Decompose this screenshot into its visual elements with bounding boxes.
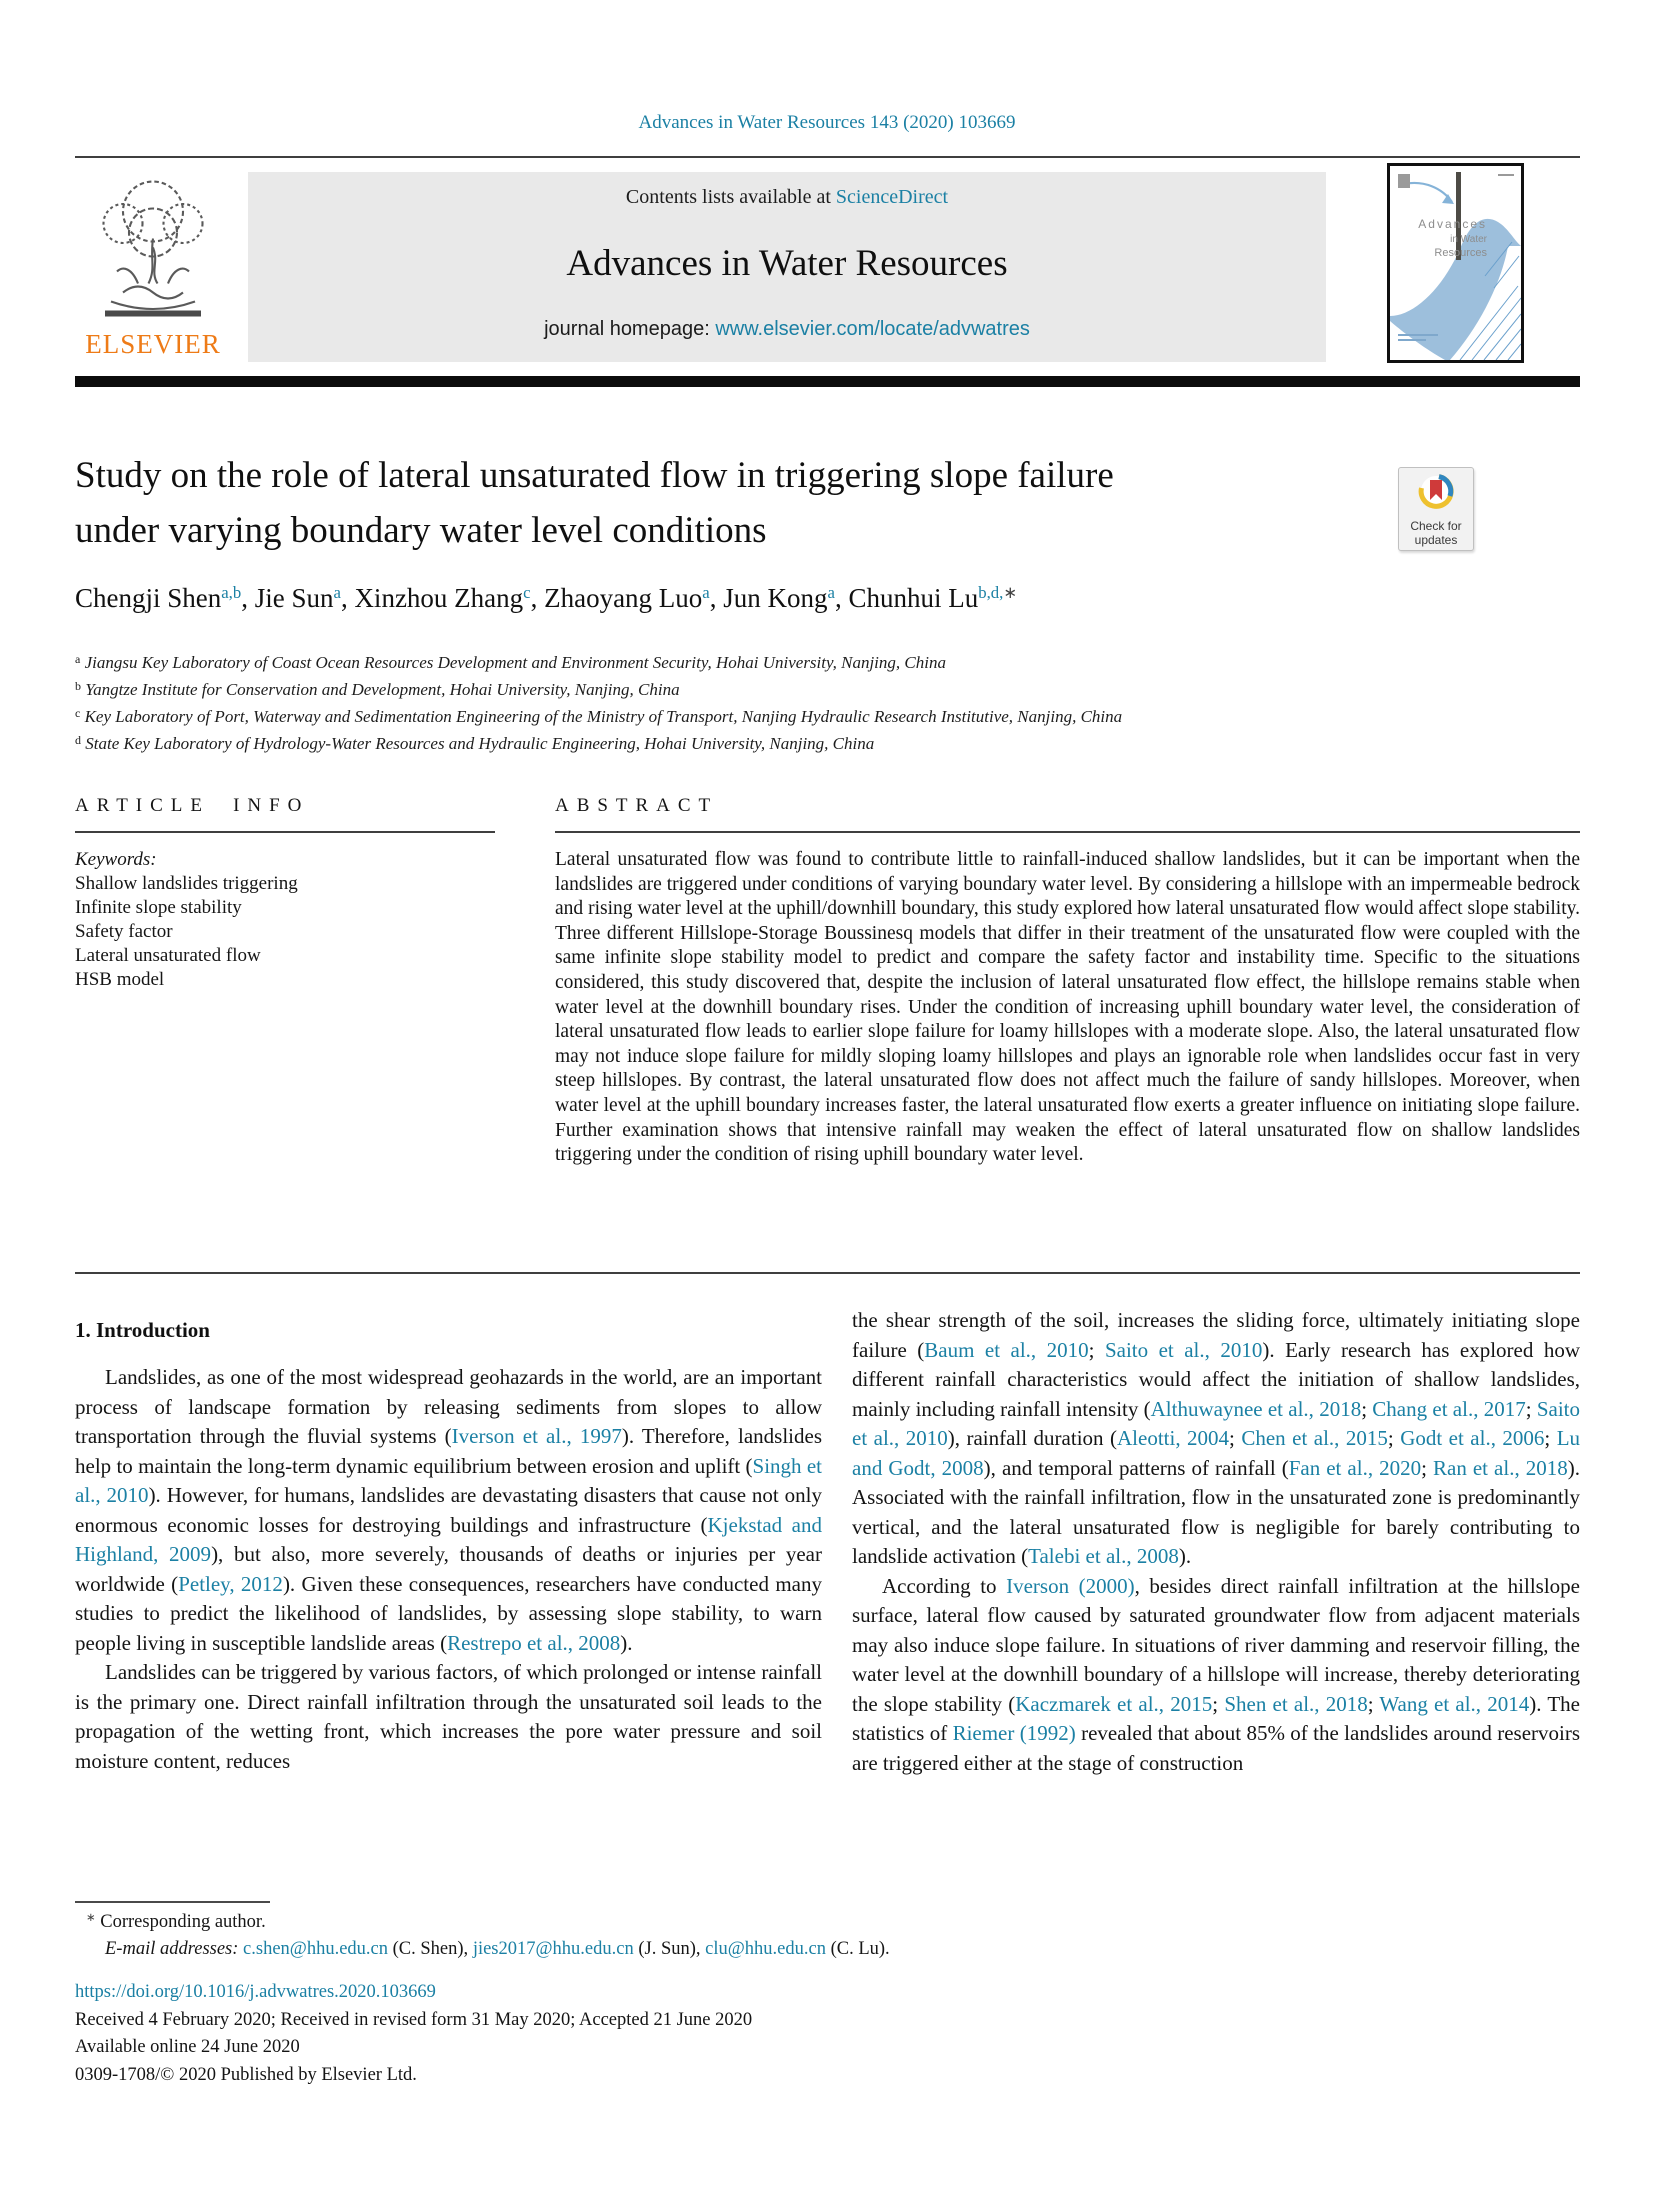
article-info-section xyxy=(75,795,495,992)
inline-link[interactable]: Wang et al., 2014 xyxy=(1379,1691,1530,1716)
text-run: revealed that about 85% of the landslides around reservoirs are triggered either at the stage of construction xyxy=(852,1721,1581,1775)
introduction-heading: 1. Introduction xyxy=(75,1318,210,1342)
inline-link[interactable]: Singh et al., 2010 xyxy=(75,1453,823,1507)
text-run: Chengji Shen xyxy=(75,583,222,613)
text-run: ), but also, more severely, thousands of deaths or injuries per year worldwide ( xyxy=(75,1542,822,1596)
text-run: a xyxy=(827,582,835,602)
affiliation-a xyxy=(75,650,1525,677)
abstract-text: Lateral unsaturated flow was found to contribute little to rainfall-induced shallow landslides, but it can be important when the landslides are triggered under conditions of varying boundary water level. By considering a hillslope with an impermeable bedrock and rising water level at the uphill/downhill boundary, this study explored how lateral unsaturated flow would affect slope stability. Three different Hillslope-Storage Boussinesq models that differ in their treatment of the unsaturated flow were coupled with the same infinite slope stability model to predict and compare the safety factor and instability time. Specific to the situations considered, this study discovered that, despite the inclusion of lateral unsaturated flow effect, the hillslope remains stable when water level at the downhill boundary rises. Under the condition of increasing uphill boundary water level, the consideration of lateral unsaturated flow leads to earlier slope failure for loamy hillslopes with a moderate slope. Also, the lateral unsaturated flow may not induce slope failure for mildly sloping loamy hillslopes and plays an ignorable role when landslides occur fast in very steep hillslopes. By contrast, the lateral unsaturated flow does not affect much the failure of sandy hillslopes. Moreover, when water level at the uphill boundary increases faster, the lateral unsaturated flow exerts a greater influence on initiating slope failure. Further examination shows that intensive rainfall may weaken the effect of lateral unsaturated flow on shallow landslides triggering under the condition of rising uphill boundary water level. xyxy=(555,849,1580,1166)
text-run: ; xyxy=(1367,1691,1380,1716)
intro-paragraph-3 xyxy=(852,1306,1580,1572)
cover-title-3: Resources xyxy=(1434,247,1487,259)
inline-link[interactable]: Althuwaynee et al., 2018 xyxy=(1150,1396,1362,1421)
affiliation-sup: c xyxy=(75,705,81,720)
body-column-left xyxy=(75,1363,822,1776)
check-badge-label-2: updates xyxy=(1414,533,1458,547)
doi-link[interactable]: https://doi.org/10.1016/j.advwatres.2020.103669 xyxy=(75,1982,436,2002)
text-run: ). Associated with the rainfall infiltration, flow in the unsaturated zone is predominantly vertical, and the lateral unsaturated flow is negligible for barely contributing to landslide activation ( xyxy=(852,1455,1581,1568)
author-list xyxy=(75,583,1475,614)
text-run: ; xyxy=(1387,1426,1401,1450)
affiliation-sup: a xyxy=(75,651,81,666)
text-run: ). However, for humans, landslides are devastating disasters that cause not only enormous economic losses for destroying buildings and infrastructure ( xyxy=(75,1483,823,1537)
inline-link[interactable]: Saito et al., 2010 xyxy=(852,1396,1580,1450)
keyword-item: HSB model xyxy=(75,969,165,990)
sciencedirect-link[interactable]: ScienceDirect xyxy=(835,186,949,208)
text-run: ∗ xyxy=(1003,582,1018,602)
elsevier-logo xyxy=(78,172,228,362)
text-run: ; xyxy=(1544,1426,1557,1450)
affiliation-text: State Key Laboratory of Hydrology-Water Resources and Hydraulic Engineering, Hohai University, Nanjing, China xyxy=(85,734,875,753)
inline-link[interactable]: Petley, 2012 xyxy=(178,1571,283,1596)
body-column-right xyxy=(852,1306,1580,1778)
keywords-label: Keywords: xyxy=(75,849,157,870)
publication-info-block xyxy=(75,1979,752,2089)
received-dates: Received 4 February 2020; Received in revised form 31 May 2020; Accepted 21 June 2020 xyxy=(75,2009,753,2030)
homepage-line xyxy=(248,318,1326,341)
affiliation-text: Yangtze Institute for Conservation and Development, Hohai University, Nanjing, China xyxy=(85,680,680,699)
contents-line xyxy=(248,186,1326,209)
intro-paragraph-4 xyxy=(852,1572,1580,1779)
journal-citation-link[interactable]: Advances in Water Resources 143 (2020) 103669 xyxy=(638,112,1016,133)
text-run: ), rainfall duration ( xyxy=(947,1426,1117,1450)
inline-link[interactable]: Restrepo et al., 2008 xyxy=(447,1630,621,1655)
text-run: c xyxy=(523,582,531,602)
text-run: (C. Lu). xyxy=(825,1939,890,1959)
affiliation-d xyxy=(75,731,1525,758)
affiliation-b xyxy=(75,677,1525,704)
inline-link[interactable]: Kaczmarek et al., 2015 xyxy=(1015,1691,1213,1716)
article-title xyxy=(75,448,1375,558)
inline-link[interactable]: Iverson et al., 1997 xyxy=(451,1424,622,1448)
text-run: According to xyxy=(882,1573,1007,1598)
affiliation-sup: b xyxy=(75,678,81,693)
inline-link[interactable]: Fan et al., 2020 xyxy=(1288,1455,1422,1480)
inline-link[interactable]: Godt et al., 2006 xyxy=(1400,1426,1545,1450)
text-run: ). xyxy=(1178,1544,1192,1568)
inline-link[interactable]: Kjekstad and Highland, 2009 xyxy=(75,1512,822,1566)
text-run: , Jun Kong xyxy=(709,583,828,613)
check-for-updates-badge[interactable] xyxy=(1398,467,1474,551)
elsevier-wordmark: ELSEVIER xyxy=(85,329,221,359)
text-run: ; xyxy=(1421,1455,1433,1480)
text-run: a xyxy=(333,582,341,602)
text-run: ∗ xyxy=(86,1911,96,1924)
text-run: ). xyxy=(620,1630,633,1655)
keyword-item: Lateral unsaturated flow xyxy=(75,945,261,966)
keyword-item: Shallow landslides triggering xyxy=(75,873,298,894)
corresponding-author-note xyxy=(86,1912,266,1933)
inline-link[interactable]: Chen et al., 2015 xyxy=(1241,1426,1388,1450)
text-run: ). Early research has explored how different rainfall characteristics would affect the initiation of shallow landslides, mainly including rainfall intensity ( xyxy=(852,1337,1580,1421)
header-top-rule xyxy=(75,156,1580,158)
elsevier-tree-icon xyxy=(78,172,228,332)
text-run: ; xyxy=(1229,1426,1242,1450)
intro-paragraph-1 xyxy=(75,1363,822,1658)
text-run: ), and temporal patterns of rainfall ( xyxy=(983,1455,1289,1480)
inline-link[interactable]: Baum et al., 2010 xyxy=(924,1337,1089,1362)
available-online: Available online 24 June 2020 xyxy=(75,2037,300,2057)
text-run: ). Given these consequences, researchers have conducted many studies to predict the likelihood of landslides, by assessing slope stability, to warn people living in susceptible landslide areas ( xyxy=(75,1571,822,1655)
text-run: Corresponding author. xyxy=(95,1912,266,1932)
check-badge-label-1: Check for xyxy=(1410,519,1462,533)
section-divider-rule xyxy=(75,1272,1580,1274)
article-info-heading: ARTICLE INFO xyxy=(75,795,310,816)
affiliation-sup: d xyxy=(75,732,81,747)
article-title-line2: under varying boundary water level conditions xyxy=(75,510,767,551)
text-run: b,d, xyxy=(978,582,1004,602)
text-run: , besides direct rainfall infiltration at the hillslope surface, lateral flow caused by saturated groundwater flow from adjacent materials may also induce slope failure. In situations of river damming and reservoir filling, the water level at the downhill boundary of a hillslope will increase, thereby deteriorating the slope stability ( xyxy=(852,1573,1580,1716)
cover-title-1: Advances xyxy=(1418,217,1487,231)
text-run: (J. Sun), xyxy=(633,1939,706,1959)
affiliation-text: Jiangsu Key Laboratory of Coast Ocean Resources Development and Environment Security, Hohai University, Nanjing, China xyxy=(84,653,946,672)
cover-art xyxy=(1390,166,1521,360)
text-run: ; xyxy=(1088,1337,1105,1362)
journal-cover-thumbnail[interactable] xyxy=(1387,163,1524,363)
inline-link[interactable]: Saito et al., 2010 xyxy=(1104,1337,1263,1362)
text-run: ; xyxy=(1212,1691,1225,1716)
text-run: ). Therefore, landslides help to maintain the long-term dynamic equilibrium between erosion and uplift ( xyxy=(75,1424,822,1478)
inline-link[interactable]: Aleotti, 2004 xyxy=(1117,1426,1230,1450)
text-run: a xyxy=(702,582,710,602)
text-run: (C. Shen), xyxy=(388,1939,473,1959)
journal-banner xyxy=(248,172,1326,362)
inline-link[interactable]: c.shen@hhu.edu.cn xyxy=(243,1939,389,1959)
inline-link[interactable]: Shen et al., 2018 xyxy=(1224,1691,1368,1716)
affiliations xyxy=(75,650,1525,758)
text-run: E-mail addresses: xyxy=(105,1939,244,1959)
inline-link[interactable]: clu@hhu.edu.cn xyxy=(705,1939,826,1959)
abstract-heading: ABSTRACT xyxy=(555,795,719,816)
homepage-prefix: journal homepage: xyxy=(544,318,716,340)
abstract-rule xyxy=(555,831,1580,833)
text-run: ). The statistics of xyxy=(852,1691,1580,1745)
inline-link[interactable]: Ran et al., 2018 xyxy=(1433,1455,1568,1480)
inline-link[interactable]: Riemer (1992) xyxy=(952,1721,1076,1745)
cover-title-2: in Water xyxy=(1450,234,1487,245)
inline-link[interactable]: Chang et al., 2017 xyxy=(1372,1396,1526,1421)
text-run: , Jie Sun xyxy=(241,583,334,613)
text-run: , Chunhui Lu xyxy=(834,583,979,613)
inline-link[interactable]: Talebi et al., 2008 xyxy=(1028,1544,1179,1568)
text-run: ; xyxy=(1361,1396,1373,1421)
header-divider-bar xyxy=(75,376,1580,387)
affiliation-c xyxy=(75,704,1525,731)
inline-link[interactable]: Iverson (2000) xyxy=(1006,1573,1135,1598)
text-run: Landslides, as one of the most widespread geohazards in the world, are an important process of landscape formation by releasing sediments from slopes to allow transportation through the fluvial systems ( xyxy=(75,1365,822,1448)
text-run: ; xyxy=(1525,1396,1537,1421)
affiliation-text: Key Laboratory of Port, Waterway and Sedimentation Engineering of the Ministry of Transport, Nanjing Hydraulic Research Institutive, Nanjing, China xyxy=(84,707,1123,726)
keyword-item: Safety factor xyxy=(75,921,173,942)
article-title-line1: Study on the role of lateral unsaturated flow in triggering slope failure xyxy=(75,455,1114,496)
text-run: a,b xyxy=(221,582,242,602)
homepage-url-link[interactable]: www.elsevier.com/locate/advwatres xyxy=(715,318,1030,340)
text-run: the shear strength of the soil, increases the sliding force, ultimately initiating slope failure ( xyxy=(852,1308,1580,1362)
keyword-item: Infinite slope stability xyxy=(75,897,242,918)
text-run: , Zhaoyang Luo xyxy=(530,583,703,613)
email-addresses-line xyxy=(105,1939,890,1960)
inline-link[interactable]: jies2017@hhu.edu.cn xyxy=(472,1939,634,1959)
abstract-section xyxy=(555,795,1580,1168)
journal-title: Advances in Water Resources xyxy=(566,243,1008,284)
inline-link[interactable]: Lu and Godt, 2008 xyxy=(852,1426,1581,1480)
intro-paragraph-2: Landslides can be triggered by various factors, of which prolonged or intense rainfall is the primary one. Direct rainfall infiltration through the unsaturated soil leads to the propagation of the wetting front, which increases the pore water pressure and soil moisture content, reduces xyxy=(75,1660,822,1773)
check-updates-icon xyxy=(1408,468,1464,514)
text-run: , Xinzhou Zhang xyxy=(340,583,524,613)
article-info-rule xyxy=(75,831,495,833)
issn-copyright: 0309-1708/© 2020 Published by Elsevier Ltd. xyxy=(75,2064,417,2085)
contents-prefix: Contents lists available at xyxy=(625,186,836,208)
footnote-rule xyxy=(75,1901,270,1903)
